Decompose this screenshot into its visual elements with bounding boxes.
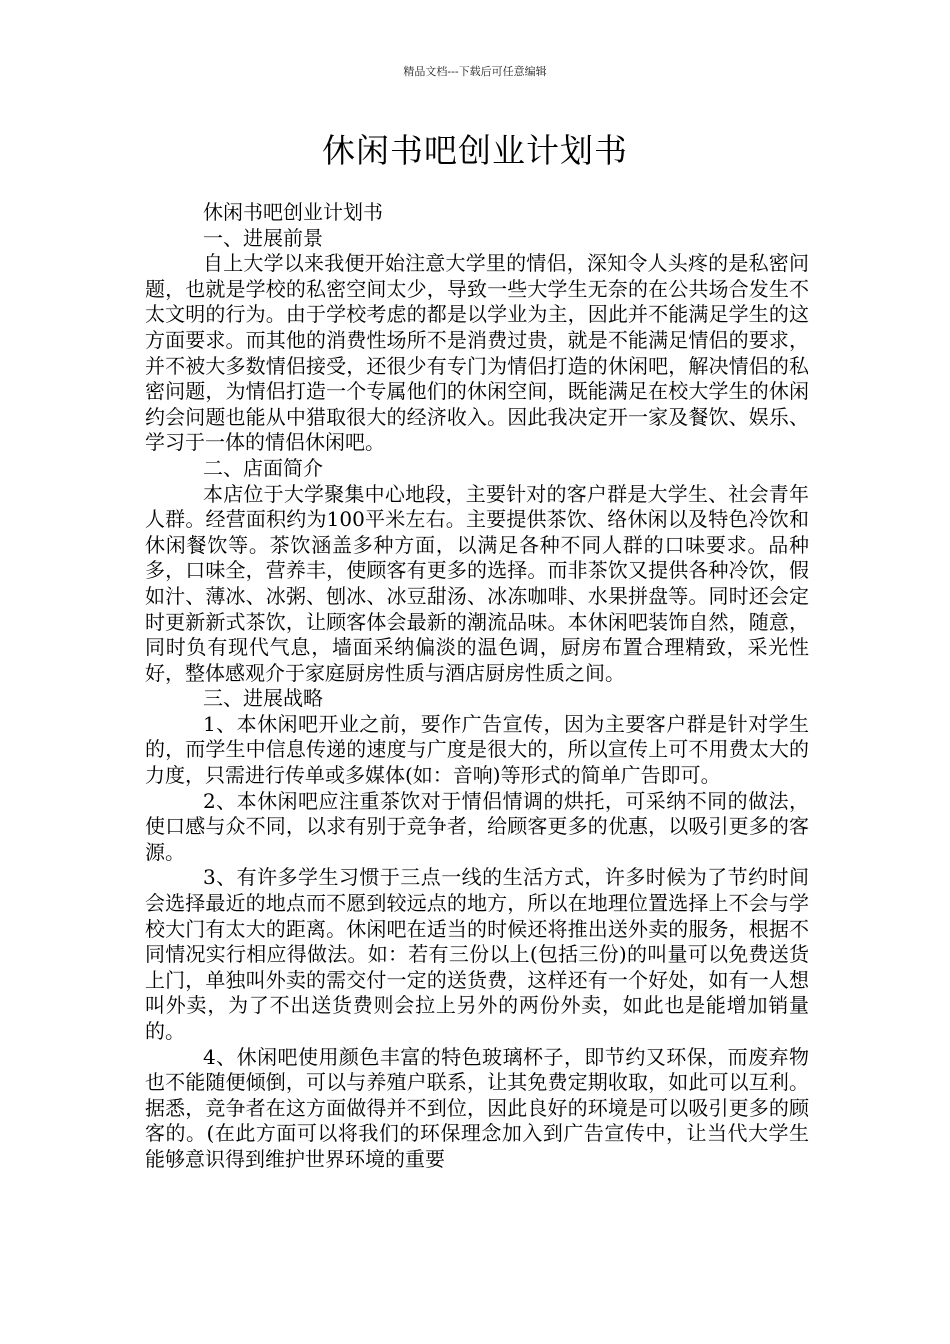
section-heading-background: 一、进展前景 <box>203 225 323 250</box>
body-paragraph: 本店位于大学聚集中心地段，主要针对的客户群是大学生、社会青年人群。经营面积约为100平米左右。主要提供茶饮、络休闲以及特色冷饮和休闲餐饮等。茶饮涵盖多种方面，以满足各种不同人群的口味要求。品种多，口味全，营养丰，使顾客有更多的选择。而非茶饮又提供各种冷饮，假如汁、薄冰、冰粥、刨冰、冰豆甜汤、冰冻咖啡、水果拼盘等。同时还会定时更新新式茶饮，让顾客体会最新的潮流品味。本休闲吧装饰自然，随意，同时负有现代气息，墙面采纳偏淡的温色调，厨房布置合理精致，采光性好，整体感观介于家庭厨房性质与酒店厨房性质之间。 <box>145 481 809 685</box>
document-body <box>145 200 809 1173</box>
body-paragraph: 自上大学以来我便开始注意大学里的情侣，深知令人头疼的是私密问题，也就是学校的私密空间太少，导致一些大学生无奈的在公共场合发生不太文明的行为。由于学校考虑的都是以学业为主，因此并不能满足学生的这方面要求。而其他的消费性场所不是消费过贵，就是不能满足情侣的要求，并不被大多数情侣接受，还很少有专门为情侣打造的休闲吧，解决情侣的私密问题，为情侣打造一个专属他们的休闲空间，既能满足在校大学生的休闲约会问题也能从中猎取很大的经济收入。因此我决定开一家及餐饮、娱乐、学习于一体的情侣休闲吧。 <box>145 251 809 455</box>
page-header-note: 精品文档---下载后可任意编辑 <box>403 65 547 78</box>
section-heading-store-intro: 二、店面简介 <box>203 455 323 480</box>
subtitle-paragraph: 休闲书吧创业计划书 <box>203 200 383 224</box>
section-heading-strategy: 三、进展战略 <box>203 686 323 711</box>
strategy-item-4: 4、休闲吧使用颜色丰富的特色玻璃杯子，即节约又环保，而废弃物也不能随便倾倒，可以与养殖户联系，让其免费定期收取，如此可以互利。据悉，竞争者在这方面做得并不到位，因此良好的环境是可以吸引更多的顾客的。(在此方面可以将我们的环保理念加入到广告宣传中，让当代大学生能够意识得到维护世界环境的重要 <box>145 1044 809 1171</box>
document-title: 休闲书吧创业计划书 <box>322 131 628 170</box>
strategy-item-3: 3、有许多学生习惯于三点一线的生活方式，许多时候为了节约时间会选择最近的地点而不愿到较远点的地方，所以在地理位置选择上不会与学校大门有太大的距离。休闲吧在适当的时候还将推出送外卖的服务，根据不同情况实行相应得做法。如：若有三份以上(包括三份)的叫量可以免费送货上门，单独叫外卖的需交付一定的送货费，这样还有一个好处，如有一人想叫外卖，为了不出送货费则会拉上另外的两份外卖，如此也是能增加销量的。 <box>145 865 809 1043</box>
strategy-item-1: 1、本休闲吧开业之前，要作广告宣传，因为主要客户群是针对学生的，而学生中信息传递的速度与广度是很大的，所以宣传上可不用费太大的力度，只需进行传单或多媒体(如：音响)等形式的简单广告即可。 <box>145 711 809 788</box>
strategy-item-2: 2、本休闲吧应注重茶饮对于情侣情调的烘托，可采纳不同的做法，使口感与众不同，以求有别于竞争者，给顾客更多的优惠，以吸引更多的客源。 <box>145 788 809 864</box>
